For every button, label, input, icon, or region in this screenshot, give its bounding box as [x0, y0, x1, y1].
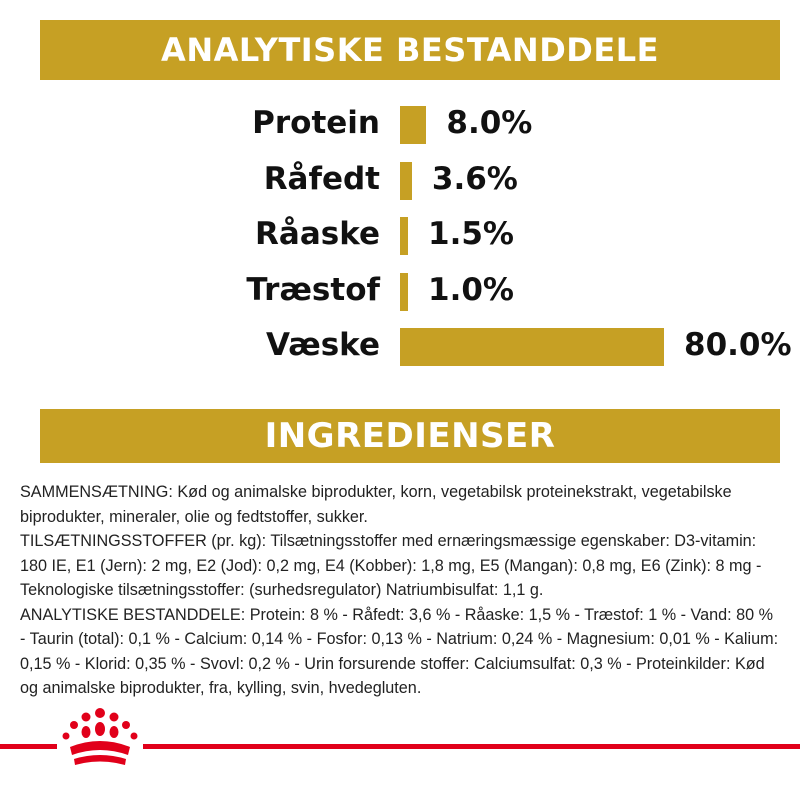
bar-2 — [400, 217, 408, 255]
footer-red-line-left — [0, 744, 57, 749]
analytical-text: ANALYTISKE BESTANDDELE: Protein: 8 % - Råfedt: 3,6 % - Råaske: 1,5 % - Træstof: 1 % - Vand: 80 % - Taurin (total): 0,1 % - Calcium: 0,14 % - Fosfor: 0,13 % - Natrium: 0,24 % - Magnesium: 0,01 % - Kalium: 0,15 % - Klorid: 0,35 % - Svovl: 0,2 % - Urin forsurende stoffer: Calciumsulfat: 0,3 % - Proteinkilder: Kød og animalske biprodukter, fra, kylling, svin, hvedegluten. — [20, 605, 779, 697]
bar-0 — [400, 106, 426, 144]
additives-text: TILSÆTNINGSSTOFFER (pr. kg): Tilsætningsstoffer med ernæringsmæssige egenskaber: D3-vitamin: 180 IE, E1 (Jern): 2 mg, E2 (Jod): 0,2 mg, E4 (Kobber): 1,8 mg, E5 (Mangan): 0,8 mg, E6 (Zink): 8 mg - Teknologiske tilsætningsstoffer: (surhedsregulator) Natriumbisulfat: 1,1 g. — [20, 532, 762, 599]
bar-label-4: Væske — [265, 327, 380, 363]
bar-label-3: Træstof — [246, 271, 380, 308]
composition-text: SAMMENSÆTNING: Kød og animalske biprodukter, korn, vegetabilsk proteinekstrakt, vegetabilske biprodukter, mineraler, olie og fedtstoffer, sukker. — [20, 483, 732, 526]
bar-1 — [400, 162, 412, 200]
footer-red-line-right — [143, 744, 800, 749]
bar-3 — [400, 273, 408, 311]
bar-value-1: 3.6% — [431, 160, 518, 197]
ingredients-title: INGREDIENSER — [264, 416, 556, 456]
bar-value-4: 80.0% — [684, 327, 792, 363]
crown-logo-icon — [56, 705, 144, 769]
ingredients-banner — [40, 409, 780, 463]
bar-label-2: Råaske — [255, 216, 380, 252]
bar-4 — [400, 328, 664, 366]
bar-label-1: Råfedt — [263, 160, 380, 197]
analysis-title: ANALYTISKE BESTANDDELE — [161, 31, 659, 69]
bar-label-0: Protein — [252, 105, 380, 141]
bar-value-0: 8.0% — [446, 105, 533, 141]
ingredients-text — [20, 480, 780, 701]
bar-value-2: 1.5% — [428, 216, 514, 252]
bar-value-3: 1.0% — [428, 271, 514, 308]
